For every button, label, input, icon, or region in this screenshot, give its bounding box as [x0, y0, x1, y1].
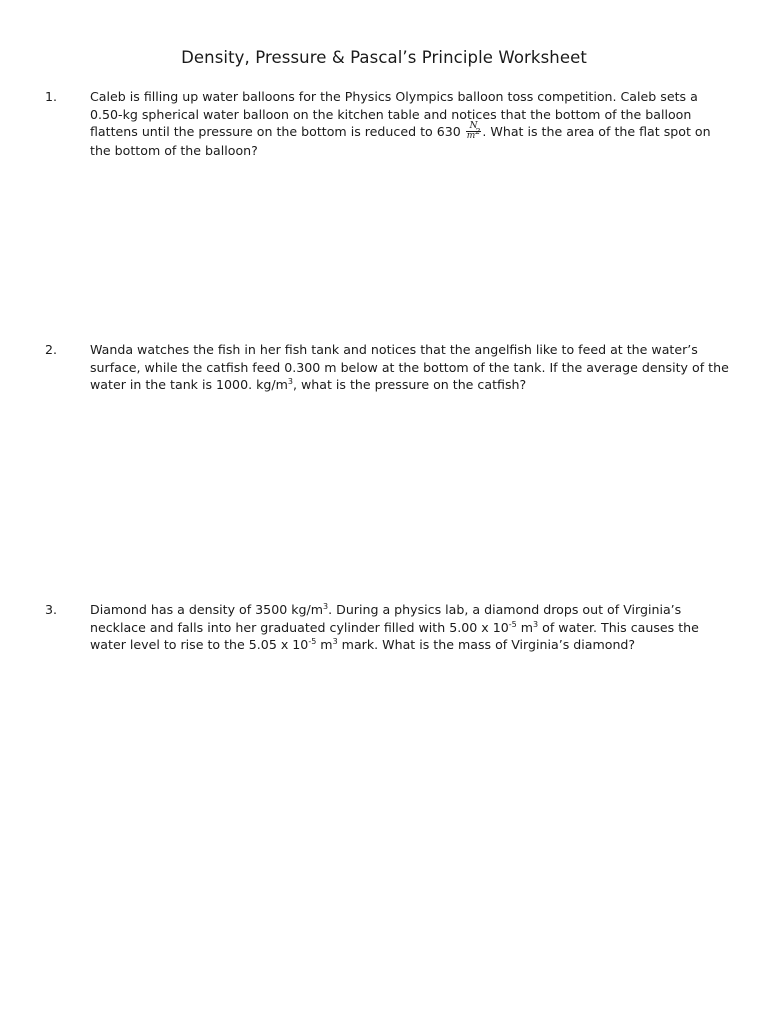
fraction-denominator [466, 127, 482, 141]
question-3-text-a: Diamond has a density of 3500 kg/m [90, 602, 324, 617]
question-3-number: 3. [45, 602, 58, 617]
question-1-text [90, 88, 730, 160]
question-3-text-d: of water. This causes the water level to rise to the 5.05 x 10 [90, 619, 699, 652]
question-3-exponent-3: 3 [533, 619, 539, 629]
question-2-number: 2. [45, 342, 58, 357]
question-3-exponent-2: -5 [508, 619, 517, 629]
question-2-text [90, 341, 730, 394]
question-3-text-b: . During a physics lab, a diamond drops out of Virginia’s necklace and falls into her graduated cylinder filled with 5.00 x 10 [90, 602, 682, 635]
question-3 [45, 601, 730, 654]
question-3-text-c: m [516, 619, 534, 635]
question-3-text [90, 601, 730, 654]
question-2-text-a: Wanda watches the fish in her fish tank and notices that the angelfish like to feed at the water’s surface, while the catfish feed 0.300 m below at the bottom of the tank. If the average density of the water in the tank is 1000. kg/m [90, 342, 729, 392]
question-1 [45, 88, 730, 160]
question-2-exponent-1: 3 [287, 376, 293, 386]
question-3-exponent-4: -5 [308, 636, 317, 646]
question-2-text-b: , what is the pressure on the catfish? [292, 377, 527, 392]
question-2 [45, 341, 730, 394]
question-3-text-f: mark. What is the mass of Virginia’s diamond? [337, 637, 636, 652]
fraction-numerator: N [466, 122, 482, 132]
question-3-exponent-5: 3 [332, 636, 338, 646]
question-3-text-e: m [316, 637, 333, 652]
question-1-text-b: . What is the area of the flat spot on the bottom of the balloon? [90, 124, 711, 158]
question-1-text-a: Caleb is filling up water balloons for the Physics Olympics balloon toss competition. Caleb sets a 0.50-kg spherical water balloon on the kitchen table and notices that the bottom of the balloon flattens until the pressure on the bottom is reduced to 630 [90, 89, 698, 139]
fraction-denominator-base: m [466, 131, 476, 141]
question-1-number: 1. [45, 89, 58, 104]
question-3-exponent-1: 3 [323, 601, 329, 611]
worksheet-title: Density, Pressure & Pascal’s Principle Worksheet [181, 48, 587, 67]
pressure-unit-fraction [466, 122, 482, 141]
fraction-denominator-exponent: 2 [475, 127, 481, 136]
